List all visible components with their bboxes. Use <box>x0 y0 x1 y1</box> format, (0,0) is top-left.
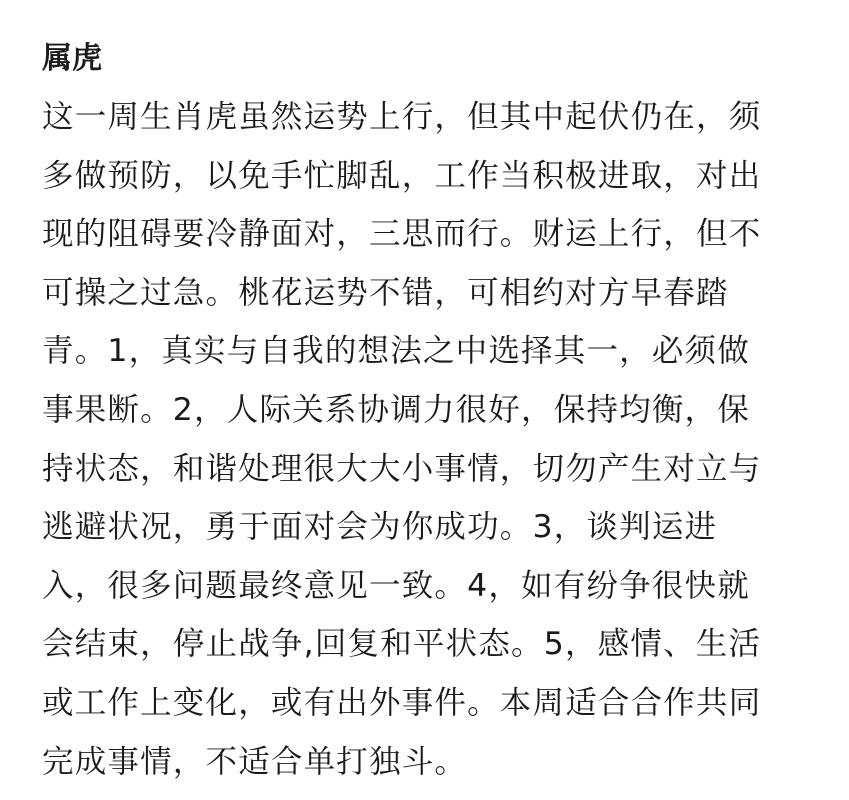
article-title: 属虎 <box>42 41 102 76</box>
body-line-11: 或工作上变化，或有出外事件。本周适合合作共同 <box>42 684 762 721</box>
body-line-12: 完成事情，不适合单打独斗。 <box>42 743 468 780</box>
article-body <box>42 88 822 791</box>
body-line-5: 青。1，真实与自我的想法之中选择其一，必须做 <box>42 333 750 370</box>
article <box>42 30 822 791</box>
body-line-7: 持状态，和谐处理很大大小事情，切勿产生对立与 <box>42 450 762 487</box>
body-line-3: 现的阻碍要冷静面对，三思而行。财运上行，但不 <box>42 216 762 253</box>
body-line-1: 这一周生肖虎虽然运势上行，但其中起伏仍在，须 <box>42 99 762 135</box>
body-line-10: 会结束，停止战争,回复和平状态。5，感情、生活 <box>42 626 762 663</box>
body-line-9: 入，很多问题最终意见一致。4，如有纷争很快就 <box>42 567 750 604</box>
body-line-6: 事果断。2，人际关系协调力很好，保持均衡，保 <box>42 391 750 428</box>
body-line-8: 逃避状况，勇于面对会为你成功。3，谈判运进 <box>42 509 718 546</box>
body-line-2: 多做预防，以免手忙脚乱，工作当积极进取，对出 <box>42 157 762 194</box>
body-line-4: 可操之过急。桃花运势不错，可相约对方早春踏 <box>42 274 729 311</box>
